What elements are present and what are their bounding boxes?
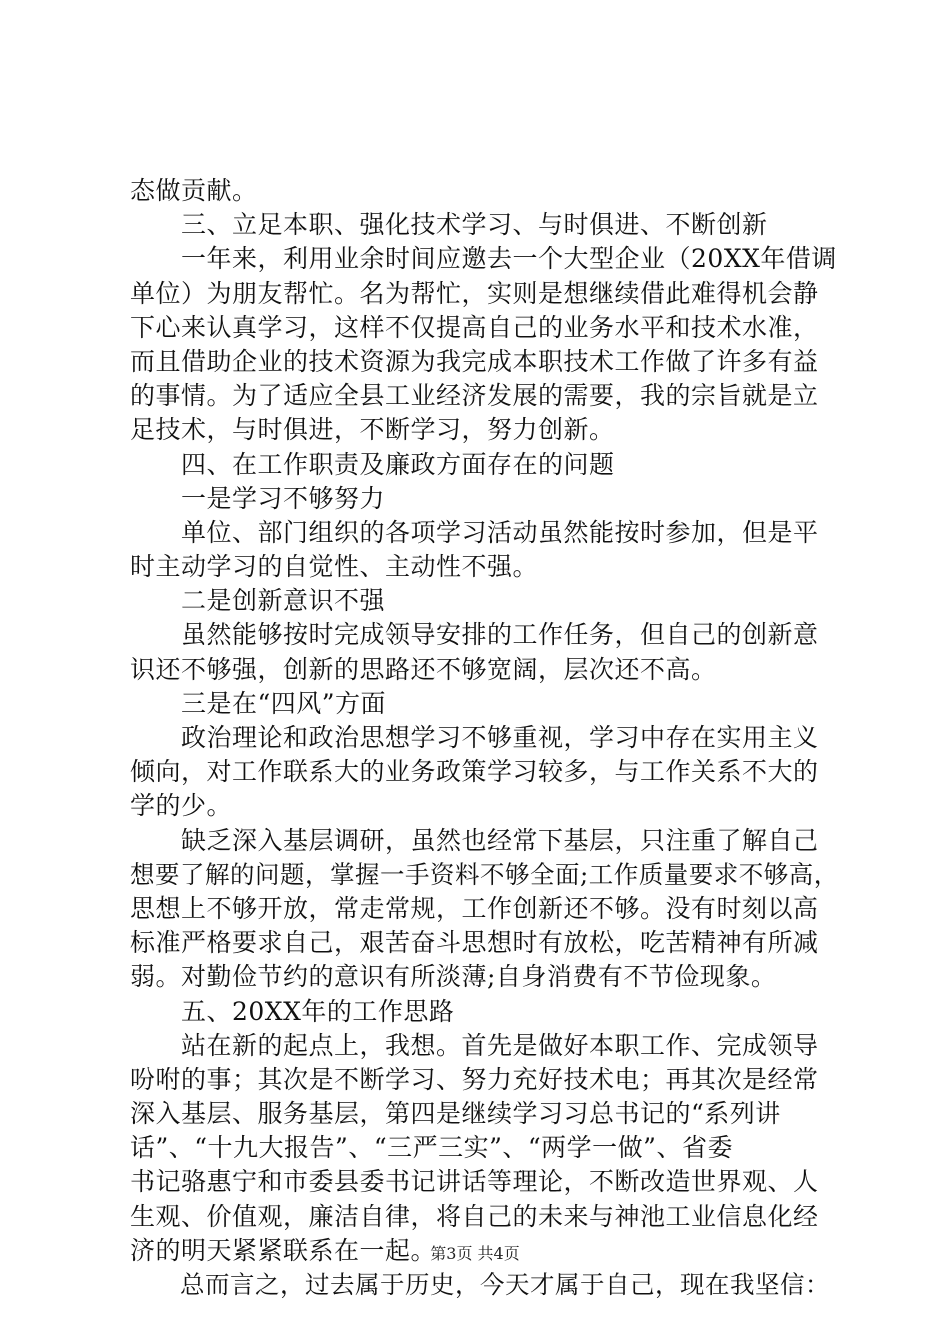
- text-line: 单位）为朋友帮忙。名为帮忙，实则是想继续借此难得机会静: [130, 278, 819, 308]
- text-line: 下心来认真学习，这样不仅提高自己的业务水平和技术水准，: [130, 312, 819, 342]
- text-line: 思想上不够开放，常走常规，工作创新还不够。没有时刻以高: [130, 893, 819, 923]
- text-line: 时主动学习的自觉性、主动性不强。: [130, 552, 539, 582]
- text-line: 缺乏深入基层调研，虽然也经常下基层，只注重了解自己: [130, 825, 819, 855]
- text-line: 足技术，与时俱进，不断学习，努力创新。: [130, 415, 615, 445]
- text-line: 的事情。为了适应全县工业经济发展的需要，我的宗旨就是立: [130, 381, 819, 411]
- sub-heading: 一是学习不够努力: [130, 483, 386, 513]
- text-line: 话”、“十九大报告”、“三严三实”、“两学一做”、省委: [130, 1133, 733, 1163]
- section-heading: 四、在工作职责及廉政方面存在的问题: [130, 449, 615, 479]
- text-line: 吩咐的事；其次是不断学习、努力充好技术电；再其次是经常: [130, 1064, 819, 1094]
- text-line: 济的明天紧紧联系在一起。: [130, 1235, 437, 1265]
- text-line: 学的少。: [130, 791, 233, 821]
- text-line: 总而言之，过去属于历史，今天才属于自己，现在我坚信：: [130, 1270, 830, 1299]
- text-line: 单位、部门组织的各项学习活动虽然能按时参加，但是平: [130, 517, 819, 547]
- text-line: 态做贡献。: [130, 176, 258, 205]
- text-line: 书记骆惠宁和市委县委书记讲话等理论，不断改造世界观、人: [130, 1167, 819, 1197]
- text-line: 标准严格要求自己，艰苦奋斗思想时有放松，吃苦精神有所减: [130, 928, 819, 958]
- text-line: 政治理论和政治思想学习不够重视，学习中存在实用主义: [130, 723, 819, 752]
- section-heading: 三、立足本职、强化技术学习、与时俱进、不断创新: [130, 210, 768, 240]
- sub-heading: 三是在“四风”方面: [130, 688, 387, 718]
- text-line: 虽然能够按时完成领导安排的工作任务，但自己的创新意: [130, 620, 819, 650]
- document-body: [130, 174, 840, 1302]
- text-line: 站在新的起点上，我想。首先是做好本职工作、完成领导: [130, 1030, 819, 1060]
- text-line: 识还不够强，创新的思路还不够宽阔，层次还不高。: [130, 654, 717, 684]
- text-line: 想要了解的问题，掌握一手资料不够全面;工作质量要求不够高，: [130, 859, 839, 889]
- text-line: 弱。对勤俭节约的意识有所淡薄;自身消费有不节俭现象。: [130, 962, 777, 992]
- page-number-label: 第3页 共4页: [430, 1244, 520, 1263]
- page-footer: [0, 1244, 950, 1264]
- text-line: 一年来，利用业余时间应邀去一个大型企业（20XX年借调: [130, 244, 837, 274]
- sub-heading: 二是创新意识不强: [130, 586, 386, 616]
- text-line: 倾向，对工作联系大的业务政策学习较多，与工作关系不大的: [130, 757, 819, 787]
- text-line: 生观、价值观，廉洁自律，将自己的未来与神池工业信息化经: [130, 1201, 819, 1231]
- text-line: 而且借助企业的技术资源为我完成本职技术工作做了许多有益: [130, 346, 819, 376]
- text-line: 深入基层、服务基层，第四是继续学习习总书记的“系列讲: [130, 1099, 781, 1129]
- section-heading: 五、20XX年的工作思路: [130, 996, 455, 1026]
